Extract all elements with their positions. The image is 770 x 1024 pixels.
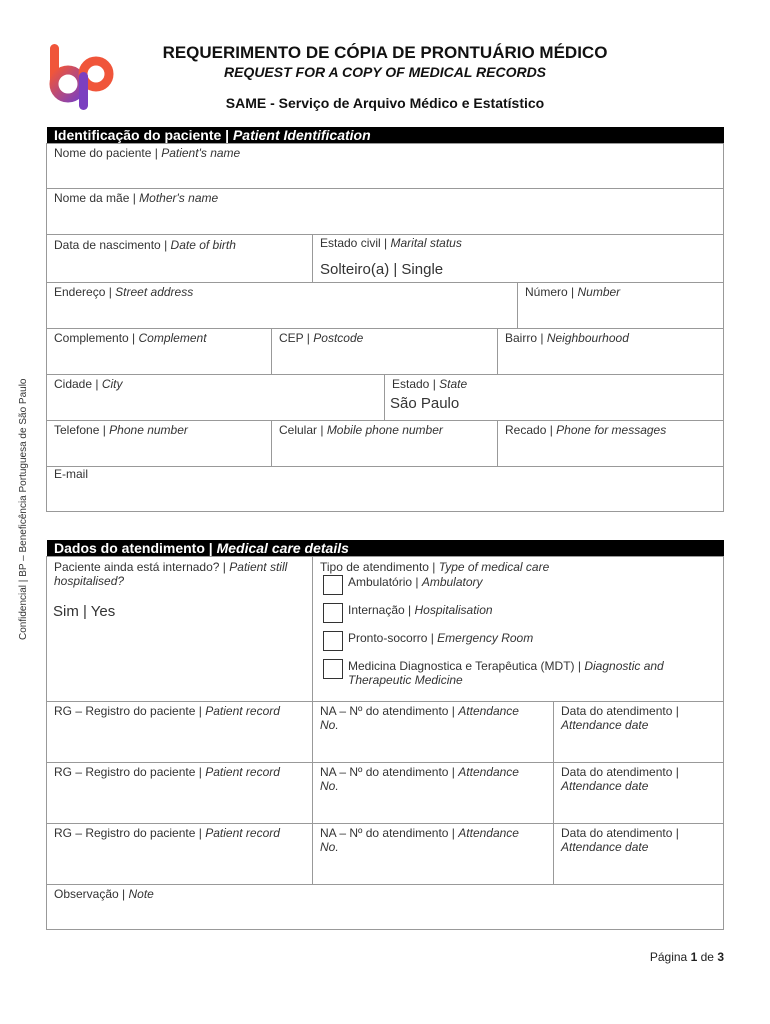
neighbourhood-field[interactable]: Bairro | Neighbourhood (497, 328, 724, 375)
care-section-title-en: Medical care details (216, 540, 349, 556)
address-number-field[interactable]: Número | Number (517, 282, 724, 329)
phone-field[interactable]: Telefone | Phone number (46, 420, 272, 467)
date-of-birth-field[interactable]: Data de nascimento | Date of birth (46, 234, 313, 283)
state-value: São Paulo (390, 395, 460, 412)
email-field[interactable]: E-mail (46, 466, 724, 512)
city-field[interactable]: Cidade | City (46, 374, 385, 421)
marital-status-value: Solteiro(a) | Single (320, 261, 444, 278)
hospitalisation-checkbox[interactable] (323, 603, 343, 623)
hospitalised-field[interactable]: Paciente ainda está internado? | Patient still hospitalised? Sim | Yes (46, 556, 313, 702)
attendance-number-field-1[interactable]: NA – Nº do atendimento | Attendance No. (312, 701, 554, 763)
patient-record-field-3[interactable]: RG – Registro do paciente | Patient record (46, 823, 313, 885)
hospitalised-value: Sim | Yes (53, 603, 116, 620)
mother-name-field[interactable]: Nome da mãe | Mother's name (46, 188, 724, 235)
care-section-title: Dados do atendimento | (54, 540, 213, 556)
department-name: SAME - Serviço de Arquivo Médico e Estatístico (225, 95, 545, 111)
attendance-number-field-2[interactable]: NA – Nº do atendimento | Attendance No. (312, 762, 554, 824)
bp-logo (46, 42, 118, 114)
messages-phone-field[interactable]: Recado | Phone for messages (497, 420, 724, 467)
patient-section-header (47, 127, 724, 144)
emergency-room-checkbox[interactable] (323, 631, 343, 651)
attendance-date-field-1[interactable]: Data do atendimento | Attendance date (553, 701, 724, 763)
care-section-header (47, 540, 724, 557)
street-address-field[interactable]: Endereço | Street address (46, 282, 518, 329)
patient-record-field-1[interactable]: RG – Registro do paciente | Patient record (46, 701, 313, 763)
attendance-number-field-3[interactable]: NA – Nº do atendimento | Attendance No. (312, 823, 554, 885)
mdt-checkbox[interactable] (323, 659, 343, 679)
state-field[interactable]: Estado | State São Paulo (384, 374, 724, 421)
patient-name-field[interactable]: Nome do paciente | Patient's name (46, 143, 724, 189)
postcode-field[interactable]: CEP | Postcode (271, 328, 498, 375)
confidential-sidebar: Confidencial | BP – Beneficência Portuguesa de São Paulo (18, 378, 29, 640)
mobile-phone-field[interactable]: Celular | Mobile phone number (271, 420, 498, 467)
note-field[interactable]: Observação | Note (46, 884, 724, 930)
patient-section-title: Identificação do paciente | (54, 127, 230, 143)
ambulatory-checkbox[interactable] (323, 575, 343, 595)
document-subtitle: REQUEST FOR A COPY OF MEDICAL RECORDS (223, 64, 547, 80)
patient-section-title-en: Patient Identification (232, 127, 371, 143)
attendance-date-field-2[interactable]: Data do atendimento | Attendance date (553, 762, 724, 824)
care-type-field: Tipo de atendimento | Type of medical care Ambulatório | Ambulatory Internação | Hospitalisation Pronto-socorro | Emergency Room Medicina Diagnostica e Terapêutica (MDT) | Diagnostic and Therapeutic Medicine (312, 556, 724, 702)
complement-field[interactable]: Complemento | Complement (46, 328, 272, 375)
patient-record-field-2[interactable]: RG – Registro do paciente | Patient record (46, 762, 313, 824)
document-title: REQUERIMENTO DE CÓPIA DE PRONTUÁRIO MÉDICO (162, 43, 608, 62)
page-indicator: Página 1 de 3 (649, 950, 724, 964)
attendance-date-field-3[interactable]: Data do atendimento | Attendance date (553, 823, 724, 885)
marital-status-field[interactable]: Estado civil | Marital status Solteiro(a) | Single (312, 234, 724, 283)
